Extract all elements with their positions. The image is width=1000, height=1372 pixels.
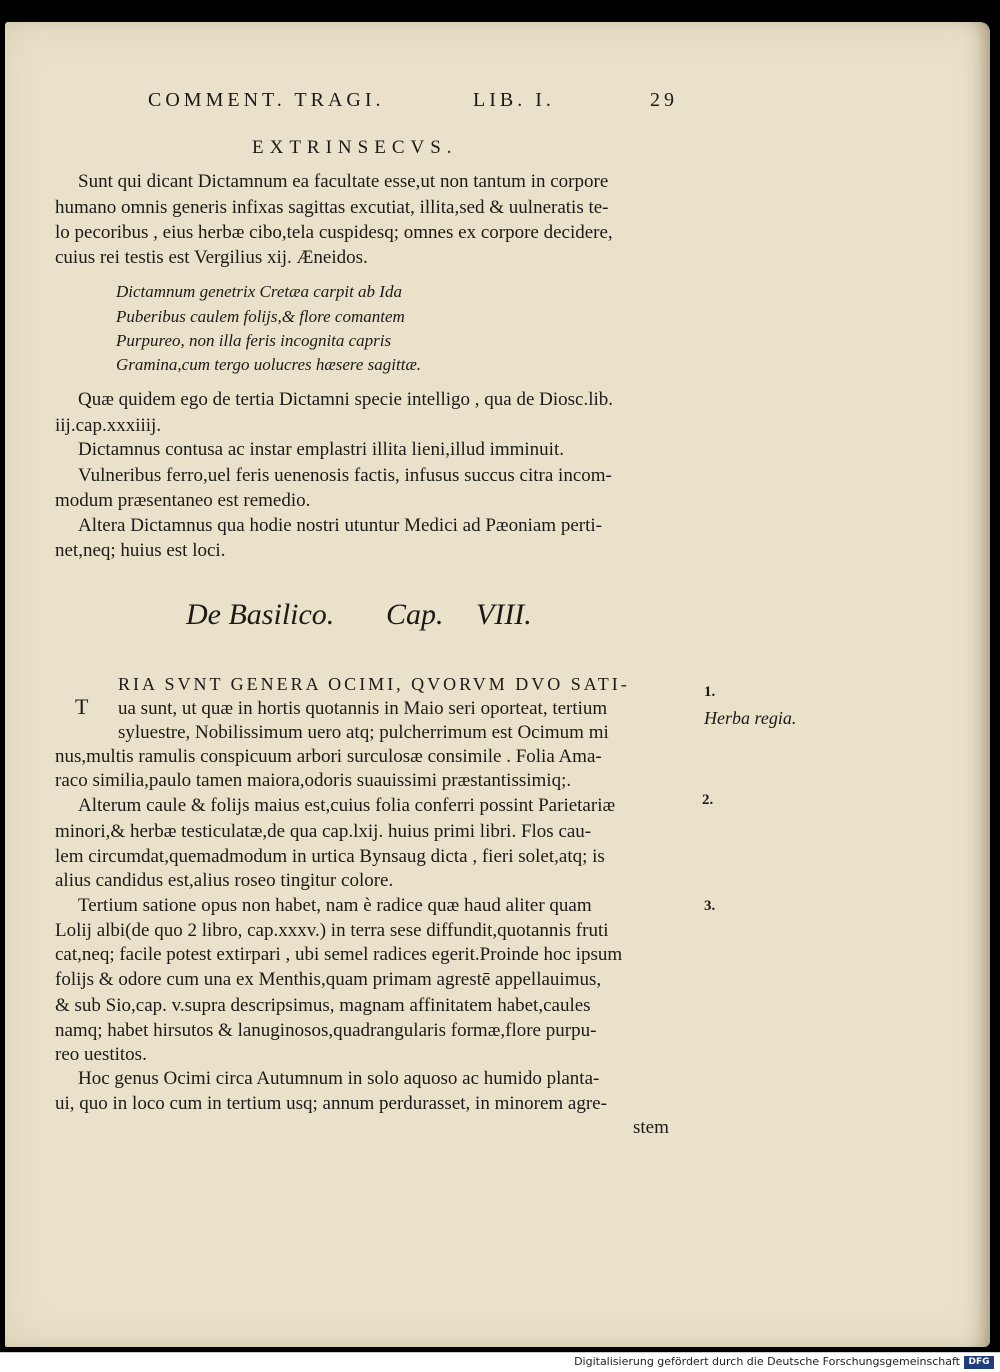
text-line: ui, quo in loco cum in tertium usq; annum perdurasset, in minorem agre- bbox=[55, 1093, 607, 1114]
text-line: iij.cap.xxxiiij. bbox=[55, 415, 162, 436]
header-left: COMMENT. TRAGI. bbox=[148, 89, 385, 111]
text-line: Dictamnus contusa ac instar emplastri illita lieni,illud imminuit. bbox=[78, 439, 564, 460]
margin-number: 2. bbox=[702, 792, 714, 808]
text-line: alius candidus est,alius roseo tingitur colore. bbox=[55, 870, 394, 891]
text-line: Quæ quidem ego de tertia Dictamni specie intelligo , qua de Diosc.lib. bbox=[78, 389, 614, 410]
verse-line: Dictamnum genetrix Cretæa carpit ab Ida bbox=[116, 282, 402, 301]
text-line: Lolij albi(de quo 2 libro, cap.xxxv.) in terra sese diffundit,quotannis fruti bbox=[55, 920, 609, 941]
page-number: 29 bbox=[650, 89, 678, 111]
verse-line: Puberibus caulem folijs,& flore comantem bbox=[116, 307, 405, 326]
text-line: net,neq; huius est loci. bbox=[55, 540, 226, 561]
text-line: cat,neq; facile potest extirpari , ubi semel radices egerit.Proinde hoc ipsum bbox=[55, 944, 623, 965]
text-line: cuius rei testis est Vergilius xij. Æneidos. bbox=[55, 247, 368, 268]
text-line: folijs & odore cum una ex Menthis,quam primam agrestē appellauimus, bbox=[55, 969, 602, 990]
text-line: raco similia,paulo tamen maiora,odoris suauissimi præstantissimiq;. bbox=[55, 770, 572, 791]
catchword: stem bbox=[633, 1117, 669, 1138]
text-line: Vulneribus ferro,uel feris uenenosis factis, infusus succus citra incom- bbox=[78, 465, 612, 486]
section-subheading: EXTRINSECVS. bbox=[252, 137, 458, 158]
text-line: reo uestitos. bbox=[55, 1044, 147, 1065]
text-line: ua sunt, ut quæ in hortis quotannis in Maio seri oporteat, tertium bbox=[118, 698, 608, 719]
text-line: lo pecoribus , eius herbæ cibo,tela cuspidesq; omnes ex corpore decidere, bbox=[55, 222, 613, 243]
margin-note: Herba regia. bbox=[704, 708, 797, 728]
text-line: nus,multis ramulis conspicuum arbori surculosæ consimile . Folia Ama- bbox=[55, 746, 602, 767]
text-line: modum præsentaneo est remedio. bbox=[55, 490, 311, 511]
text-line: syluestre, Nobilissimum uero atq; pulcherrimum est Ocimum mi bbox=[118, 722, 609, 743]
verse-line: Gramina,cum tergo uolucres hæsere sagittæ. bbox=[116, 355, 422, 374]
margin-number: 1. bbox=[704, 684, 716, 700]
header-right: LIB. I. bbox=[473, 89, 555, 111]
verse-line: Purpureo, non illa feris incognita capris bbox=[116, 331, 392, 350]
text-line: Hoc genus Ocimi circa Autumnum in solo aquoso ac humido planta- bbox=[78, 1068, 600, 1089]
footer-bar bbox=[0, 1352, 1000, 1372]
text-line: Alterum caule & folijs maius est,cuius folia conferri possint Parietariæ bbox=[78, 795, 616, 816]
text-line: lem circumdat,quemadmodum in urtica Bynsaug dicta , fieri solet,atq; is bbox=[55, 846, 605, 867]
text-line: minori,& herbæ testiculatæ,de qua cap.lxij. huius primi libri. Flos cau- bbox=[55, 821, 592, 842]
running-header bbox=[148, 89, 678, 113]
dfg-logo: DFG bbox=[964, 1356, 994, 1369]
text-line: humano omnis generis infixas sagittas excutiat, illita,sed & uulneratis te- bbox=[55, 197, 609, 218]
margin-number: 3. bbox=[704, 898, 716, 914]
drop-cap: T bbox=[75, 694, 89, 719]
text-line: namq; habet hirsutos & lanuginosos,quadrangularis formæ,flore purpu- bbox=[55, 1020, 597, 1041]
text-line: Sunt qui dicant Dictamnum ea facultate esse,ut non tantum in corpore bbox=[78, 171, 609, 192]
chapter-number: VIII. bbox=[476, 598, 532, 631]
text-line: RIA SVNT GENERA OCIMI, QVORVM DVO SATI- bbox=[118, 674, 630, 694]
text-line: Tertium satione opus non habet, nam è radice quæ haud aliter quam bbox=[78, 895, 592, 916]
chapter-title: De Basilico. bbox=[186, 598, 335, 631]
funding-note: Digitalisierung gefördert durch die Deutsche Forschungsgemeinschaft bbox=[574, 1355, 960, 1368]
text-line: Altera Dictamnus qua hodie nostri utuntur Medici ad Pæoniam perti- bbox=[78, 515, 602, 536]
text-line: & sub Sio,cap. v.supra descripsimus, magnam affinitatem habet,caules bbox=[55, 995, 591, 1016]
chapter-cap: Cap. bbox=[386, 598, 444, 631]
